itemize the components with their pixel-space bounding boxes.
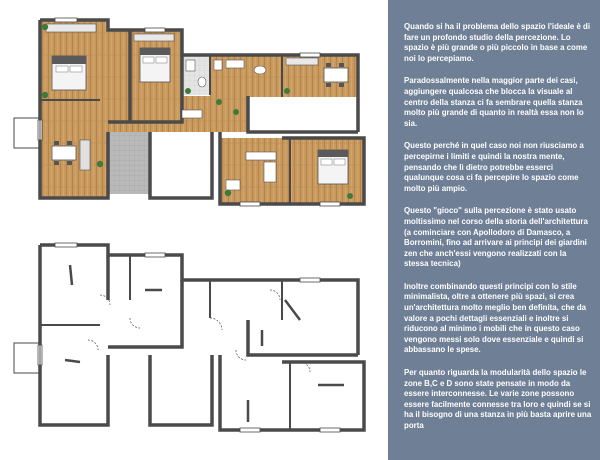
paragraph-paradox: Paradossalmente nella maggior parte dei casi, aggiungere qualcosa che blocca la visuale al centro della stanza ci fa sembrare quella stanza molto più grande di quanto in realtà essa non lo sia. xyxy=(404,76,584,128)
bed-lower xyxy=(318,150,348,184)
partition xyxy=(70,265,72,285)
paragraph-perception: Quando si ha il problema dello spazio l'ideale è di fare un profondo studio della percezione. Lo spazio è più grande o più piccolo in base a come noi lo percepiamo. xyxy=(404,22,591,63)
window xyxy=(300,53,320,57)
paragraph-history: Questo "gioco" sulla percezione è stato usato moltissimo nel corso della storia dell'architettura (a cominciare con Apollodoro di Damasco, a Borromini, fino ad arrivare ai principi dei giardini zen che anch'essi vengono realizzati con la stessa tecnica) xyxy=(404,206,588,269)
wardrobe xyxy=(134,34,174,41)
paragraph-minimalism: Inoltre combinando questi principi con lo stile minimalista, oltre a ottenere più spazi, si crea un'architettura molto meglio ben definita, che da valore a pochi dettagli essenziali e inoltre si riducono al minimo i mobili che in questo caso vengono messi solo dove essenziale e quindi si abbassano le spese. xyxy=(404,281,587,355)
door-swing xyxy=(210,318,222,330)
terrace-right xyxy=(150,132,212,198)
living-room-floor xyxy=(40,20,108,198)
outer-wall xyxy=(40,245,358,355)
outer-wall xyxy=(150,355,212,425)
partition xyxy=(65,360,80,362)
door-swing xyxy=(270,290,280,300)
wardrobe xyxy=(46,24,96,32)
window xyxy=(320,428,340,432)
outer-wall xyxy=(248,96,358,132)
paragraph-limits: Questo perché in quel caso noi non riusciamo a percepirne i limiti e quindi la nostra mente, pensando che lì dietro potrebbe esserci qualunque cosa ci fa percepire lo spazio come molto più ampio. xyxy=(404,141,584,193)
bed-left xyxy=(52,56,86,90)
empty-plan xyxy=(14,243,364,432)
door-swing xyxy=(88,340,98,350)
paragraph-modularity: Per quanto riguarda la modularità dello spazio le zone B,C e D sono state pensate in modo da essere interconnesse. Le varie zone possono essere facilmente connesse tra loro e quindi se si ha il bisogno di una stanza in più basta aprire una porta xyxy=(404,368,592,430)
window xyxy=(145,28,165,32)
terrace-left xyxy=(108,132,150,194)
furnished-plan xyxy=(14,18,364,206)
desk xyxy=(182,110,202,118)
window xyxy=(240,428,260,432)
window xyxy=(145,253,165,257)
door-swing xyxy=(130,318,140,328)
description-panel xyxy=(388,0,600,460)
window xyxy=(240,202,260,206)
sofa xyxy=(80,140,90,170)
outer-wall xyxy=(248,320,358,355)
window xyxy=(55,18,77,22)
balcony xyxy=(14,118,40,148)
outer-wall xyxy=(40,245,108,425)
balcony xyxy=(14,343,40,373)
partition xyxy=(285,300,300,320)
door-swing xyxy=(236,350,246,360)
outer-wall xyxy=(220,355,364,430)
bed-right xyxy=(140,48,170,82)
window xyxy=(320,202,340,206)
kitchen-counter xyxy=(286,58,318,65)
window xyxy=(300,278,320,282)
window xyxy=(55,243,77,247)
